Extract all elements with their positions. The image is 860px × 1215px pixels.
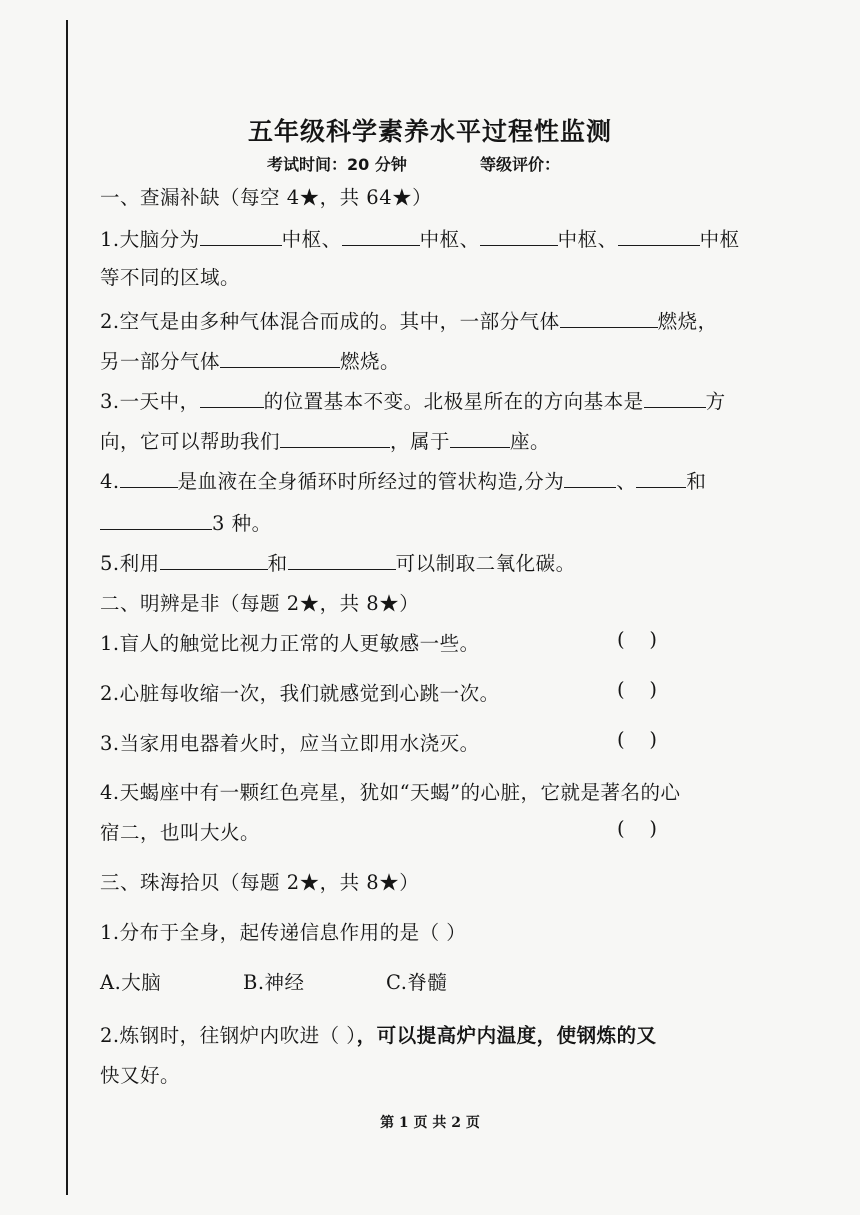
question-2-4-cont: 宿二，也叫大火。 [100,821,261,844]
exam-time: 考试时间：20 分钟 [267,155,407,174]
question-1-3-cont [100,426,550,454]
fill-blank[interactable] [280,427,390,448]
text: 是血液在全身循环时所经过的管状构造,分为 [177,470,565,493]
text: ，可以提高炉内温度，使钢炼的又 [356,1024,657,1047]
option-a[interactable]: A.大脑 [100,971,162,994]
section-3-heading: 三、珠海拾贝（每题 2★，共 8★） [100,871,420,894]
fill-blank[interactable] [564,467,616,488]
answer-paren[interactable]: ( ) [617,678,658,701]
text: 另一部分气体 [100,350,221,373]
section-1-heading: 一、查漏补缺（每空 4★，共 64★） [100,186,433,209]
option-c[interactable]: C.脊髓 [386,971,448,994]
fill-blank[interactable] [636,467,686,488]
question-1-5 [100,548,576,576]
fill-blank[interactable] [480,225,558,246]
question-2-4: 4.天蝎座中有一颗红色亮星，犹如“天蝎”的心脏，它就是著名的心 [100,781,681,804]
answer-paren[interactable]: ( ) [617,628,658,651]
text: 和 [686,470,707,493]
text: 中枢、 [281,228,342,251]
fill-blank[interactable] [450,427,510,448]
text: 5.利用 [100,552,160,575]
fill-blank[interactable] [120,467,178,488]
text: 1.大脑分为 [100,228,200,251]
text: 、 [616,470,637,493]
text: 中枢、 [419,228,480,251]
text: 的位置基本不变。北极星所在的方向基本是 [263,390,644,413]
text: 2.空气是由多种气体混合而成的。其中，一部分气体 [100,310,560,333]
question-1-2-cont [100,346,400,374]
text: 3.一天中， [100,390,200,413]
text: 可以制取二氧化碳。 [395,552,576,575]
question-3-1: 1.分布于全身，起传递信息作用的是（ ） [100,921,467,944]
question-1-4 [100,466,706,494]
text: 燃烧。 [340,350,401,373]
page-number: 第 1 页 共 2 页 [380,1115,480,1131]
section-2-heading: 二、明辨是非（每题 2★，共 8★） [100,592,420,615]
text: 方 [705,390,726,413]
text: 和 [267,552,288,575]
question-1-4-cont [100,508,272,536]
text: 向，它可以帮助我们 [100,430,281,453]
grade-evaluation: 等级评价： [480,155,561,174]
fill-blank[interactable] [342,225,420,246]
question-3-2-cont: 快又好。 [100,1064,181,1087]
binding-margin-line [66,20,68,1195]
text: 中枢 [699,228,740,251]
exam-title: 五年级科学素养水平过程性监测 [247,117,612,146]
text: 4. [100,470,120,493]
answer-paren[interactable]: ( ) [617,817,658,840]
fill-blank[interactable] [100,509,212,530]
question-2-3: 3.当家用电器着火时，应当立即用水浇灭。 [100,732,480,755]
text: ，属于 [390,430,451,453]
question-1-1 [100,224,740,252]
question-1-1-cont: 等不同的区域。 [100,266,241,289]
fill-blank[interactable] [160,549,268,570]
text: 燃烧， [657,310,718,333]
text: 中枢、 [557,228,618,251]
text: 2.炼钢时，往钢炉内吹进（ ） [100,1024,357,1047]
fill-blank[interactable] [200,387,264,408]
fill-blank[interactable] [220,347,340,368]
fill-blank[interactable] [200,225,282,246]
fill-blank[interactable] [560,307,658,328]
text: 座。 [510,430,551,453]
text: 3 种。 [212,512,272,535]
question-2-1: 1.盲人的触觉比视力正常的人更敏感一些。 [100,632,480,655]
fill-blank[interactable] [618,225,700,246]
question-3-2 [100,1020,657,1048]
question-1-3 [100,386,726,414]
question-1-2 [100,306,718,334]
question-2-2: 2.心脏每收缩一次，我们就感觉到心跳一次。 [100,682,500,705]
fill-blank[interactable] [288,549,396,570]
answer-paren[interactable]: ( ) [617,728,658,751]
option-b[interactable]: B.神经 [243,971,305,994]
fill-blank[interactable] [644,387,706,408]
